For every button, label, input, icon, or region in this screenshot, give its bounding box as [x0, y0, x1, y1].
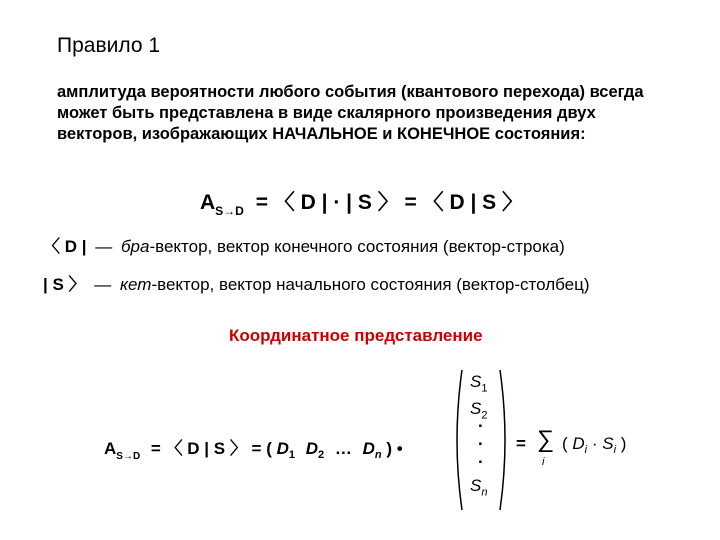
sum-S-index: i	[613, 444, 617, 456]
formula2-eq1: = 〈 D | S 〉 = (	[150, 439, 277, 458]
formula1-rhs: = 〈 D | · | S 〉 = 〈 D | S 〉	[255, 191, 524, 214]
sigma-index: i	[542, 456, 545, 468]
column-S1: $S_1$	[470, 372, 488, 395]
sum-D: D	[572, 434, 585, 453]
ket-dash: —	[94, 275, 112, 294]
section-heading: Координатное представление	[229, 326, 483, 345]
sum-D-index: i	[584, 444, 588, 456]
ket-symbol: | S 〉	[43, 275, 86, 294]
row-D1-index: 1	[288, 449, 296, 461]
bra-dash: —	[95, 237, 113, 256]
column-Sn: $S_n$	[470, 476, 488, 499]
column-dot-2: .	[478, 430, 483, 449]
sigma-symbol: ∑	[537, 426, 555, 453]
column-dot-3: .	[478, 448, 483, 467]
sum-open: (	[562, 434, 573, 453]
rule-title: Правило 1	[57, 34, 161, 57]
sum-term	[562, 434, 626, 456]
column-dot-1: .	[478, 412, 483, 431]
amplitude-subscript: S→D	[215, 204, 244, 218]
row-D1: D	[276, 439, 289, 458]
bra-description: -вектор, вектор конечного состояния (вектор-строка)	[149, 237, 565, 256]
sum-S: S	[602, 434, 614, 453]
bra-symbol: 〈 D |	[43, 237, 87, 256]
left-paren	[457, 370, 462, 510]
bra-term: бра	[120, 237, 150, 256]
sum-close: )	[616, 434, 627, 453]
formula2-eq2: =	[516, 434, 526, 453]
row-ellipsis: …	[334, 439, 352, 458]
right-paren	[500, 370, 505, 510]
row-Dn: D	[362, 439, 375, 458]
ket-definition	[43, 270, 590, 295]
bra-definition	[43, 232, 565, 257]
row-D2: D	[305, 439, 319, 458]
row-Dn-index: n	[374, 449, 382, 461]
rule-text: амплитуда вероятности любого события (квантового перехода) всегда может быть представлена в виде скалярного произведения двух векторов, изображающих НАЧАЛЬНОЕ и КОНЕЧНОЕ состояния:	[57, 83, 644, 143]
amplitude-symbol-2: A	[104, 439, 117, 458]
column-S2: $S_2$	[470, 399, 488, 422]
formula-coordinate-left	[104, 434, 403, 462]
amplitude-subscript-2: S→D	[116, 451, 141, 462]
sum-mul: ·	[587, 434, 603, 453]
row-D2-index: 2	[318, 449, 325, 461]
formula2-close: ) •	[381, 439, 403, 458]
ket-description: -вектор, вектор начального состояния (вектор-столбец)	[151, 275, 590, 294]
amplitude-symbol: A	[200, 191, 216, 214]
formula-amplitude-braket	[200, 186, 523, 218]
ket-term: кет	[120, 275, 152, 294]
formula-sum	[516, 434, 526, 454]
